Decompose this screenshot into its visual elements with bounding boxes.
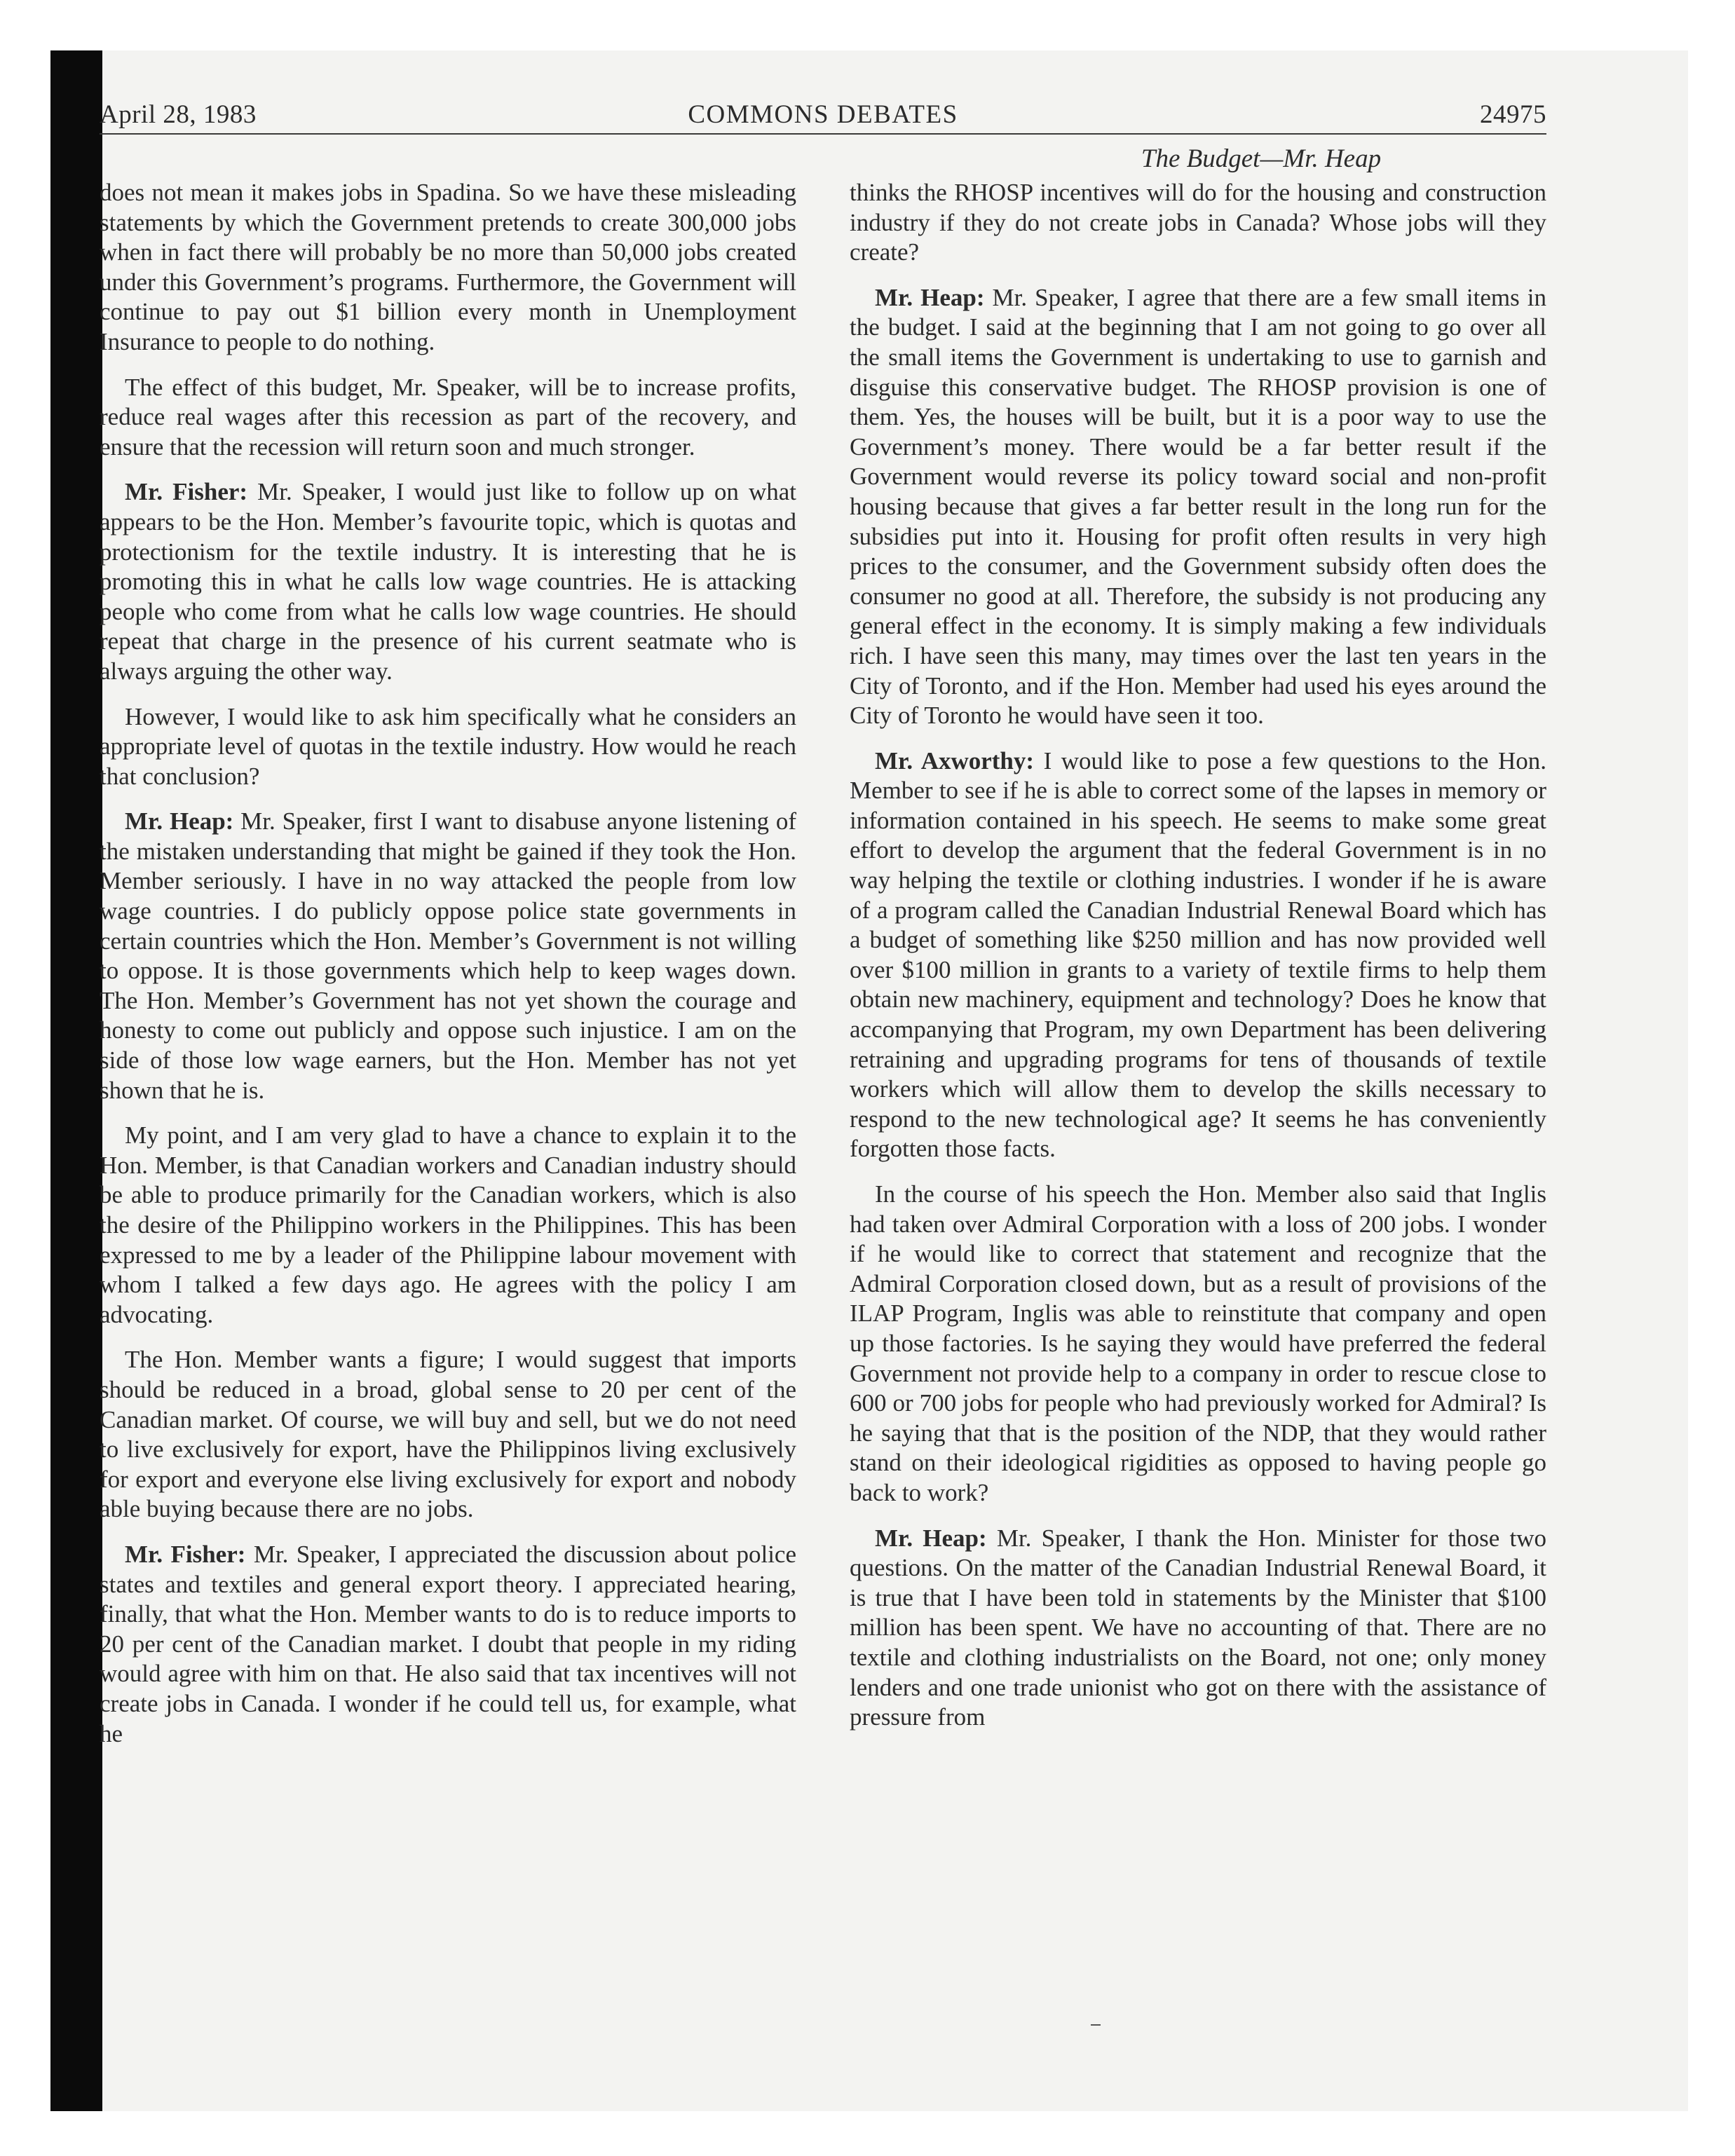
header-rule bbox=[100, 133, 1546, 135]
running-head bbox=[100, 142, 1546, 177]
document-page bbox=[100, 98, 1546, 1747]
paragraph-text: Mr. Speaker, I would just like to follow up on what appears to be the Hon. Member’s favourite topic, which is quotas and protectionism for the textile industry. It is interesting that he is promoting this in what he calls low wage countries. He is attacking people who come from what he calls low wage countries. He should repeat that charge in the presence of his current seatmate who is always arguing the other way. bbox=[100, 478, 797, 685]
header-page-number: 24975 bbox=[1480, 100, 1546, 129]
paragraph bbox=[850, 746, 1546, 1164]
header-journal-title: COMMONS DEBATES bbox=[688, 100, 958, 129]
paragraph bbox=[100, 373, 796, 463]
paragraph bbox=[100, 477, 796, 686]
paragraph-text: Mr. Speaker, I agree that there are a few small items in the budget. I said at the beginning that I am not going to go over all the small items the Government is undertaking to use to garnish and disguise this conservative budget. The RHOSP provision is one of them. Yes, the houses will be built, but it is a poor way to use the Government’s money. There would be a far better result if the Government would reverse its policy toward social and non-profit housing because that gives a far better result in the long run for the subsidies put into it. Housing for profit often results in very high prices to the consumer, and the Government subsidy often does the consumer no good at all. Therefore, the subsidy is not producing any general effect in the economy. It is simply making a few individuals rich. I have seen this many, may times over the last ten years in the City of Toronto, and if the Hon. Member had used his eyes around the City of Toronto he would have seen it too. bbox=[850, 283, 1546, 730]
paragraph bbox=[100, 178, 796, 357]
scan-edge-shadow bbox=[50, 50, 102, 2111]
paragraph-text: The Hon. Member wants a figure; I would suggest that imports should be reduced in a broad, global sense to 20 per cent of the Canadian market. Of course, we will buy and sell, but we do not need to live exclusively for export, have the Philippinos living exclusively for export and everyone else living exclusively for export and nobody able buying because there are no jobs. bbox=[100, 1346, 796, 1523]
speaker-name: Mr. Heap: bbox=[875, 283, 985, 311]
paragraph-text: does not mean it makes jobs in Spadina. So we have these misleading statements by which the Government pretends to create 300,000 jobs when in fact there will probably be no more than 50,000 jobs created under this Government’s programs. Furthermore, the Government will continue to pay out $1 billion every month in Unemployment Insurance to people to do nothing. bbox=[100, 179, 796, 355]
left-column bbox=[100, 178, 796, 1764]
speaker-name: Mr. Axworthy: bbox=[875, 746, 1035, 775]
paragraph bbox=[100, 1540, 796, 1749]
footer-mark bbox=[1091, 2024, 1101, 2026]
header-date: April 28, 1983 bbox=[100, 100, 257, 129]
paragraph bbox=[100, 807, 796, 1105]
paragraph-text: thinks the RHOSP incentives will do for the housing and construction industry if they do not create jobs in Canada? Whose jobs will they create? bbox=[850, 179, 1546, 266]
paragraph bbox=[850, 1524, 1546, 1733]
paragraph bbox=[100, 1345, 796, 1524]
paragraph bbox=[850, 178, 1546, 268]
paragraph-text: The effect of this budget, Mr. Speaker, will be to increase profits, reduce real wages after this recession as part of the recovery, and ensure that the recession will return soon and much stronger. bbox=[100, 373, 796, 460]
page-header bbox=[100, 98, 1546, 132]
paragraph-text: Mr. Speaker, first I want to disabuse anyone listening of the mistaken understanding that might be gained if they took the Hon. Member seriously. I have in no way attacked the people from low wage countries. I do publicly oppose police state governments in certain countries which the Hon. Member’s Government is not willing to oppose. It is those governments which help to keep wages down. The Hon. Member’s Government has not yet shown the courage and honesty to come out publicly and oppose such injustice. I am on the side of those low wage earners, but the Hon. Member has not yet shown that he is. bbox=[100, 807, 796, 1104]
speaker-name: Mr. Fisher: bbox=[125, 1540, 246, 1568]
paragraph bbox=[100, 1121, 796, 1330]
paragraph-text: I would like to pose a few questions to the Hon. Member to see if he is able to correct some of the lapses in memory or information contained in his speech. He seems to make some great effort to develop the argument that the federal Government is in no way helping the textile or clothing industries. I wonder if he is aware of a program called the Canadian Industrial Renewal Board which has a budget of something like $250 million and has now provided well over $100 million in grants to a variety of textile firms to help them obtain new machinery, equipment and technology? Does he know that accompanying that Program, my own Department has been delivering retraining and upgrading programs for tens of thousands of textile workers which will allow them to develop the skills necessary to respond to the new technological age? It seems he has conveniently forgotten those facts. bbox=[850, 746, 1546, 1163]
paragraph-text: Mr. Speaker, I appreciated the discussion about police states and textiles and general export theory. I appreciated hearing, finally, that what the Hon. Member wants to do is to reduce imports to 20 per cent of the Canadian market. I doubt that people in my riding would agree with him on that. He also said that tax incentives will not create jobs in Canada. I wonder if he could tell us, for example, what he bbox=[100, 1540, 797, 1747]
paragraph bbox=[850, 1180, 1546, 1508]
right-column bbox=[850, 178, 1546, 1748]
paragraph-text: In the course of his speech the Hon. Member also said that Inglis had taken over Admiral Corporation with a loss of 200 jobs. I wonder if he would like to correct that statement and recognize that the Admiral Corporation closed down, but as a result of provisions of the ILAP Program, Inglis was able to reinstitute that company and open up those factories. Is he saying they would have preferred the federal Government not provide help to a company in order to rescue close to 600 or 700 jobs for people who had previously worked for Admiral? Is he saying that that is the position of the NDP, that they would rather stand on their ideological rigidities as opposed to having people go back to work? bbox=[850, 1180, 1546, 1506]
speaker-name: Mr. Heap: bbox=[875, 1524, 987, 1552]
paragraph-text: However, I would like to ask him specifically what he considers an appropriate level of quotas in the textile industry. How would he reach that conclusion? bbox=[100, 702, 796, 790]
speaker-name: Mr. Fisher: bbox=[125, 478, 248, 506]
running-head-text: The Budget—Mr. Heap bbox=[1141, 144, 1382, 173]
paragraph bbox=[850, 283, 1546, 731]
paragraph bbox=[100, 702, 796, 792]
speaker-name: Mr. Heap: bbox=[125, 807, 234, 835]
paragraph-text: My point, and I am very glad to have a chance to explain it to the Hon. Member, is that Canadian workers and Canadian industry should be able to produce primarily for the Canadian workers, which is also the desire of the Philippino workers in the Philippines. This has been expressed to me by a leader of the Philippine labour movement with whom I talked a few days ago. He agrees with the policy I am advocating. bbox=[100, 1121, 796, 1328]
paragraph-text: Mr. Speaker, I thank the Hon. Minister for those two questions. On the matter of the Canadian Industrial Renewal Board, it is true that I have been told in statements by the Minister that $100 million has been spent. We have no accounting of that. There are no textile and clothing industrialists on the Board, not one; only money lenders and one trade unionist who got on there with the assistance of pressure from bbox=[850, 1524, 1546, 1731]
